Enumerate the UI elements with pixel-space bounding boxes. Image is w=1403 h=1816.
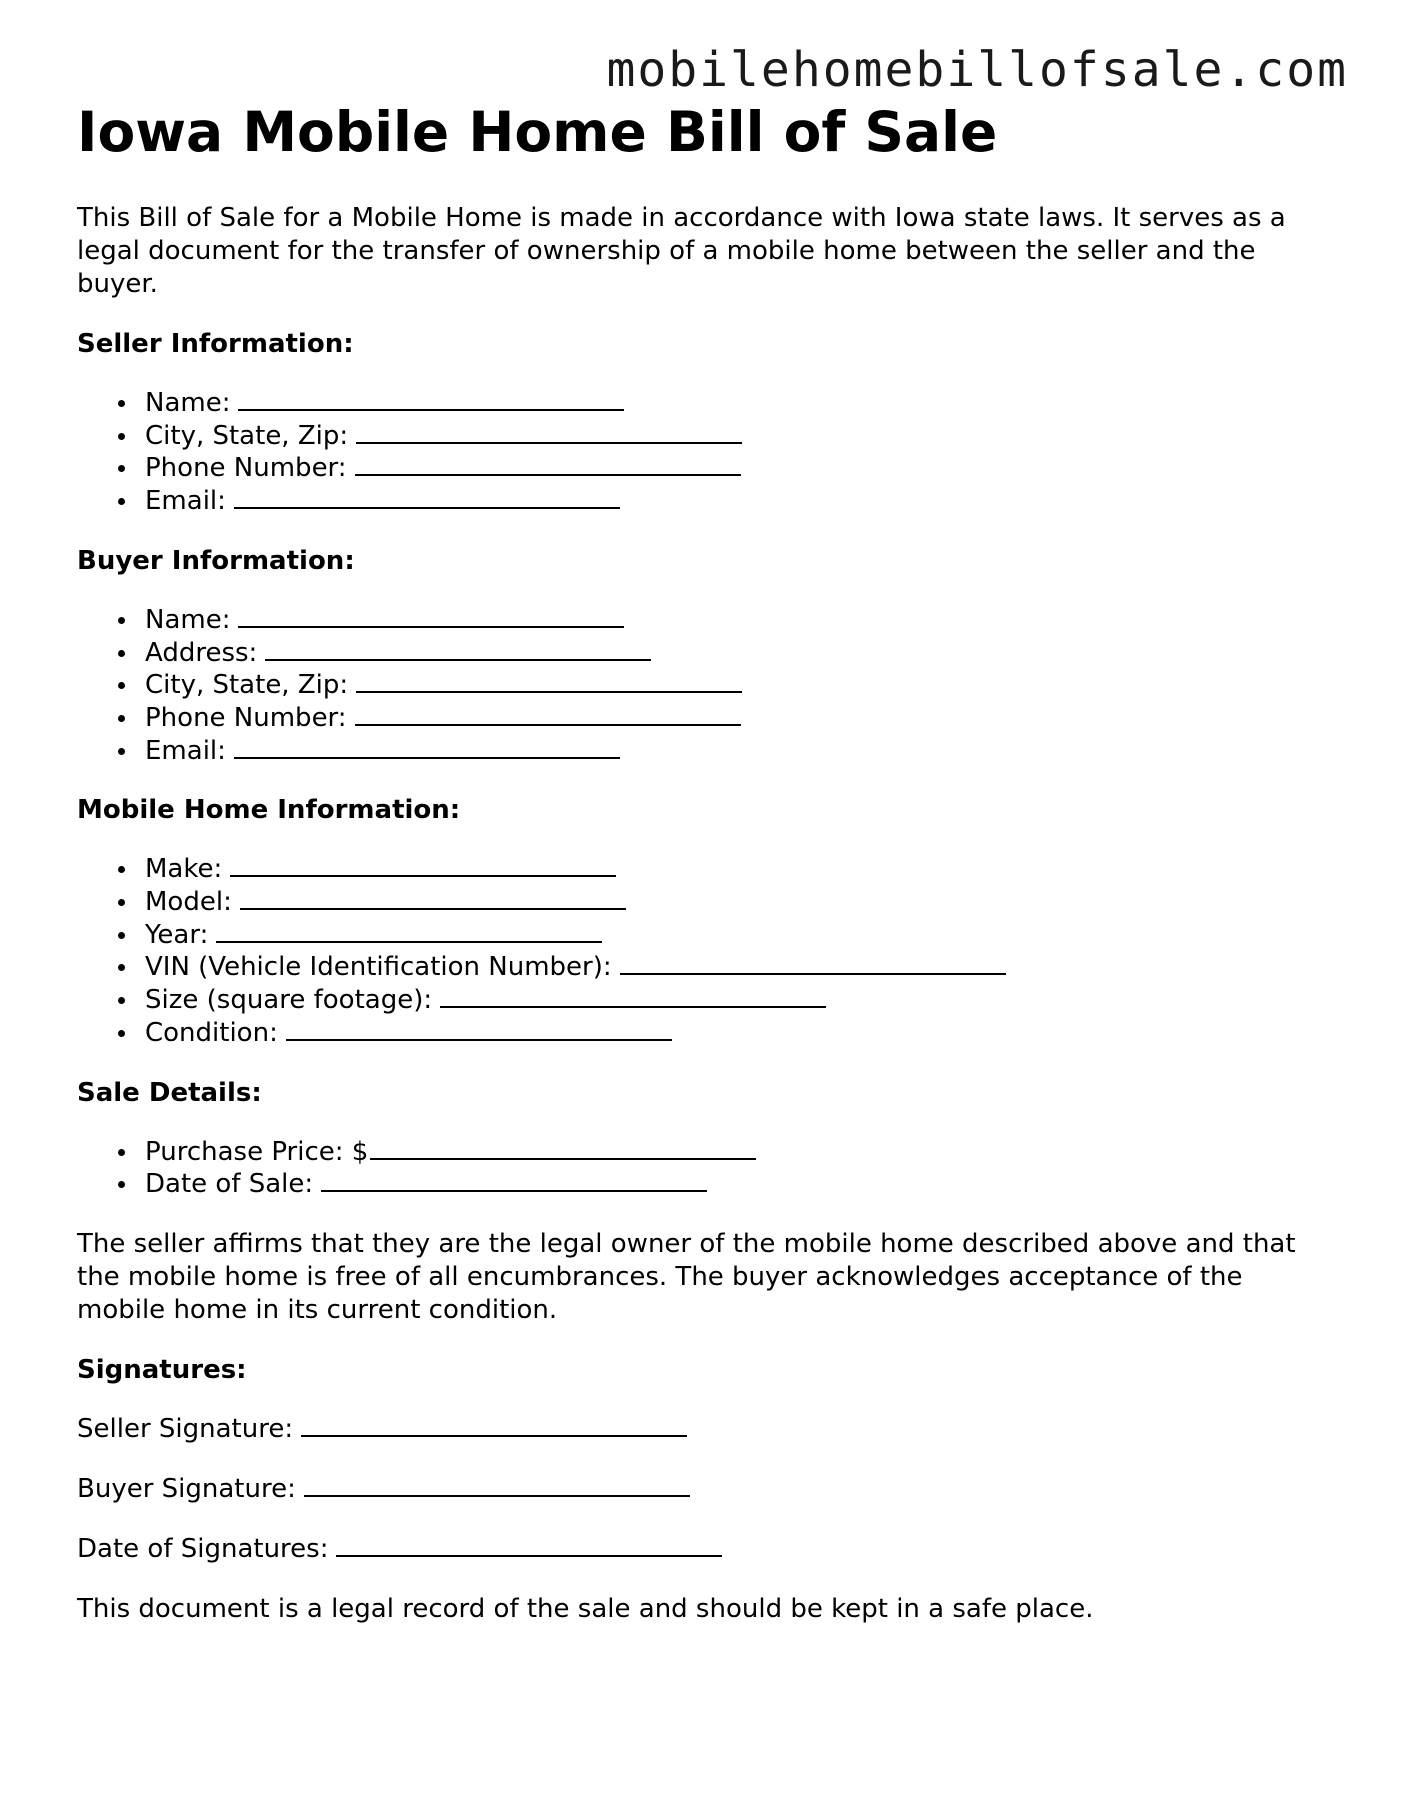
date-of-sale-blank[interactable]	[321, 1168, 707, 1192]
field-label: Email:	[145, 735, 226, 766]
field-label: City, State, Zip:	[145, 420, 349, 451]
seller-email-item	[145, 485, 1337, 518]
field-label: Date of Sale:	[145, 1169, 314, 1200]
size-blank[interactable]	[440, 984, 826, 1008]
buyer-signature-label: Buyer Signature:	[77, 1473, 296, 1504]
seller-signature-line	[77, 1413, 1337, 1446]
seller-name-blank[interactable]	[238, 387, 624, 411]
vin-blank[interactable]	[620, 951, 1006, 975]
field-label: Condition:	[145, 1017, 278, 1048]
year-item	[145, 919, 1337, 952]
buyer-name-item	[145, 604, 1337, 637]
mobile-home-heading: Mobile Home Information:	[77, 795, 461, 826]
date-signatures-line	[77, 1533, 1337, 1566]
purchase-price-blank[interactable]	[370, 1136, 756, 1160]
buyer-address-blank[interactable]	[265, 637, 651, 661]
field-label: Name:	[145, 604, 231, 635]
field-label: Name:	[145, 388, 231, 418]
field-label: Model:	[145, 887, 232, 918]
seller-heading: Seller Information:	[77, 329, 354, 359]
field-label: Make:	[145, 854, 223, 885]
mobile-home-fields-list	[77, 853, 1337, 1049]
buyer-address-item	[145, 637, 1337, 670]
buyer-fields-list	[77, 604, 1337, 768]
seller-city-blank[interactable]	[356, 420, 742, 444]
buyer-phone-blank[interactable]	[355, 702, 741, 726]
closing-paragraph: This document is a legal record of the sale and should be kept in a safe place.	[77, 1593, 1094, 1624]
seller-phone-item	[145, 452, 1337, 485]
date-of-sale-item	[145, 1168, 1337, 1201]
field-label: VIN (Vehicle Identification Number):	[145, 952, 612, 983]
seller-email-blank[interactable]	[234, 485, 620, 509]
seller-name-item	[145, 387, 1337, 420]
sale-heading: Sale Details:	[77, 1077, 262, 1108]
field-label: Address:	[145, 637, 258, 668]
field-label: Email:	[145, 486, 226, 517]
site-watermark: mobilehomebillofsale.com	[606, 42, 1348, 98]
signatures-heading: Signatures:	[77, 1354, 247, 1385]
seller-phone-blank[interactable]	[355, 452, 741, 476]
date-signatures-label: Date of Signatures:	[77, 1533, 329, 1564]
buyer-phone-item	[145, 702, 1337, 735]
year-blank[interactable]	[216, 919, 602, 943]
date-signatures-blank[interactable]	[336, 1533, 722, 1557]
make-item	[145, 853, 1337, 886]
vin-item	[145, 951, 1337, 984]
seller-fields-list	[77, 387, 1337, 518]
seller-signature-blank[interactable]	[301, 1413, 687, 1437]
condition-item	[145, 1017, 1337, 1050]
buyer-name-blank[interactable]	[238, 604, 624, 628]
document-title: Iowa Mobile Home Bill of Sale	[77, 100, 998, 164]
field-label: Phone Number:	[145, 453, 347, 484]
field-label: Purchase Price: $	[145, 1136, 369, 1167]
buyer-email-blank[interactable]	[234, 735, 620, 759]
field-label: Year:	[145, 919, 209, 950]
affirmation-paragraph: The seller affirms that they are the legal owner of the mobile home described above and that the mobile home is free of all encumbrances. The buyer acknowledges acceptance of the mobile home in its current condition.	[77, 1228, 1296, 1325]
buyer-signature-blank[interactable]	[304, 1473, 690, 1497]
seller-signature-label: Seller Signature:	[77, 1413, 294, 1444]
buyer-city-item	[145, 669, 1337, 702]
field-label: City, State, Zip:	[145, 670, 349, 701]
purchase-price-item	[145, 1136, 1337, 1169]
size-item	[145, 984, 1337, 1017]
make-blank[interactable]	[230, 853, 616, 877]
sale-fields-list	[77, 1136, 1337, 1201]
field-label: Phone Number:	[145, 702, 347, 733]
condition-blank[interactable]	[286, 1017, 672, 1041]
intro-paragraph: This Bill of Sale for a Mobile Home is made in accordance with Iowa state laws. It serves as a legal document for the transfer of ownership of a mobile home between the seller and the buyer.	[77, 203, 1286, 299]
model-blank[interactable]	[240, 886, 626, 910]
document-body	[77, 100, 1337, 1626]
buyer-heading: Buyer Information:	[77, 545, 355, 576]
buyer-email-item	[145, 735, 1337, 768]
model-item	[145, 886, 1337, 919]
field-label: Size (square footage):	[145, 985, 433, 1016]
buyer-city-blank[interactable]	[356, 669, 742, 693]
buyer-signature-line	[77, 1473, 1337, 1506]
seller-city-item	[145, 420, 1337, 453]
